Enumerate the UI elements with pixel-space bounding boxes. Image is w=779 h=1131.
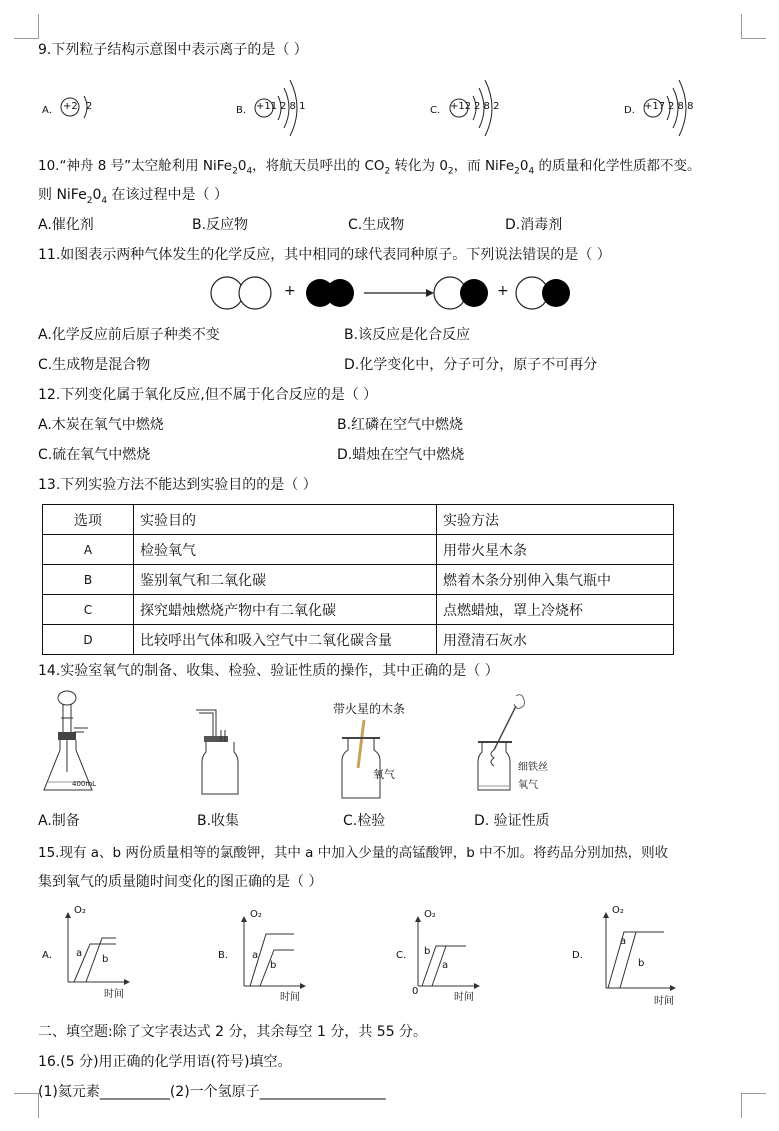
graph-d-curve-b: b [638,958,645,969]
corner-mark-bottom-right [741,1093,766,1118]
plus-sign: + [497,283,509,299]
q9-option-c-nucleus: +12 [450,101,472,112]
graph-a-label: A． [42,950,59,961]
oxygen-label-c: 氧气 [373,768,395,781]
graph-c-xlabel: 时间 [454,992,474,1003]
table-cell: 鉴别氧气和二氧化碳 [134,565,437,595]
q12-option-d: D.蜡烛在空气中燃烧 [337,447,465,463]
table-header-cell: 实验方法 [437,505,674,535]
graph-c-plot [410,916,480,998]
table-cell: 点燃蜡烛，罩上冷烧杯 [437,595,674,625]
table-cell: 探究蜡烛燃烧产物中有二氧化碳 [134,595,437,625]
graph-b-plot [236,916,306,998]
graph-d-curve-a: a [620,936,627,947]
table-cell: 燃着木条分别伸入集气瓶中 [437,565,674,595]
graph-c-origin: 0 [412,986,419,997]
q9-option-a-label: A． [42,105,59,116]
table-row [43,565,674,595]
graph-a-curve-b: b [102,954,109,965]
q9-option-d-nucleus: +17 [644,101,666,112]
q9-stem: 9.下列粒子结构示意图中表示离子的是（ ） [38,42,308,58]
table-cell: 用带火星木条 [437,535,674,565]
q10-option-d: D.消毒剂 [505,217,563,233]
graph-d-label: D． [572,950,590,961]
table-cell: A [43,535,134,565]
table-row [43,535,674,565]
splint-label: 带火星的木条 [333,702,406,716]
q14-option-a: A.制备 [38,813,80,829]
q9-option-b-shells: 2 8 1 [280,101,306,112]
q9-option-c-shells: 2 8 2 [474,101,500,112]
graph-d-xlabel: 时间 [654,996,674,1007]
table-cell: 检验氧气 [134,535,437,565]
table-cell: D [43,625,134,655]
graph-b-ylabel: O₂ [250,909,262,920]
table-cell: C [43,595,134,625]
q12-option-a: A.木炭在氧气中燃烧 [38,417,164,433]
black-atom [326,279,354,307]
graph-a-xlabel: 时间 [104,989,124,1000]
corner-mark-bottom-left [14,1093,39,1118]
q10-option-b: B.反应物 [192,217,249,233]
q14-stem: 14.实验室氧气的制备、收集、检验、验证性质的操作，其中正确的是（ ） [38,663,499,679]
graph-a-plot [60,912,130,994]
section-two-heading: 二、填空题:除了文字表达式 2 分，其余每空 1 分，共 55 分。 [38,1024,428,1040]
graph-c-label: C． [396,950,413,961]
graph-a-curve-a: a [76,948,83,959]
q10-option-c: C.生成物 [348,217,405,233]
q11-option-c: C.生成物是混合物 [38,357,151,373]
q11-option-a: A.化学反应前后原子种类不变 [38,327,220,343]
apparatus-c-bottle [334,716,394,804]
flask-volume-mark: 400mL [72,780,97,788]
q10-line1: 10.“神舟 8 号”太空舱利用 $NiFe_20_4$，将航天员呼出的 $CO_2$ 转化为 $0_2$，而 $NiFe_20_4$ 的质量和化学性质都不变。 [38,158,701,177]
table-header-cell: 选项 [43,505,134,535]
wire-label: 细铁丝 [518,762,548,773]
graph-c-curve-a: a [442,960,449,971]
q9-option-b-label: B． [236,105,253,116]
q13-table [42,504,674,655]
q14-option-d: D. 验证性质 [474,813,550,829]
graph-b-curve-a: a [252,950,259,961]
q12-option-c: C.硫在氧气中燃烧 [38,447,151,463]
black-atom [542,279,570,307]
q16-fill-line: (1)氦元素__________(2)一个氢原子__________________ [38,1084,386,1100]
q9-option-a-nucleus: +2 [63,101,78,112]
graph-a-ylabel: O₂ [74,905,86,916]
q9-option-c-label: C． [430,105,447,116]
table-cell: 用澄清石灰水 [437,625,674,655]
oxygen-label-d: 氧气 [518,780,538,791]
graph-b-curve-b: b [270,960,277,971]
white-atom [239,277,271,309]
graph-c-curve-b: b [424,946,431,957]
apparatus-b-bottle [190,708,250,804]
q15-line1: 15.现有 a、b 两份质量相等的氯酸钾，其中 a 中加入少量的高锰酸钾，b 中不加。将药品分别加热，则收 [38,845,669,861]
graph-c-ylabel: O₂ [424,909,436,920]
black-atom [460,279,488,307]
q9-option-d-shells: 2 8 8 [668,101,694,112]
table-cell: 比较呼出气体和吸入空气中二氧化碳含量 [134,625,437,655]
q16-stem: 16.(5 分)用正确的化学用语(符号)填空。 [38,1054,292,1070]
graph-d-plot [598,912,676,1000]
q9-option-b-nucleus: +11 [256,101,278,112]
table-header-cell: 实验目的 [134,505,437,535]
table-row [43,595,674,625]
table-cell: B [43,565,134,595]
q14-option-c: C.检验 [343,813,386,829]
q10-line2: 则 $NiFe_20_4$ 在该过程中是（ ） [38,187,229,206]
plus-sign: + [284,283,296,299]
white-atom [211,277,243,309]
q11-option-d: D.化学变化中，分子可分，原子不可再分 [344,357,598,373]
corner-mark-top-left [14,14,39,39]
reaction-diagram [208,274,578,312]
q13-stem: 13.下列实验方法不能达到实验目的的是（ ） [38,477,317,493]
graph-d-ylabel: O₂ [612,905,624,916]
graph-b-label: B． [218,950,235,961]
q14-option-b: B.收集 [197,813,240,829]
q15-line2: 集到氧气的质量随时间变化的图正确的是（ ） [38,874,323,890]
q9-option-a-shells: 2 [86,101,93,112]
q11-stem: 11.如图表示两种气体发生的化学反应，其中相同的球代表同种原子。下列说法错误的是（ ） [38,247,611,263]
q11-option-b: B.该反应是化合反应 [344,327,471,343]
corner-mark-top-right [741,14,766,39]
q9-option-d-label: D． [624,105,642,116]
q10-option-a: A.催化剂 [38,217,94,233]
q12-option-b: B.红磷在空气中燃烧 [337,417,464,433]
table-row [43,625,674,655]
table-header-row [43,505,674,535]
q12-stem: 12.下列变化属于氧化反应,但不属于化合反应的是（ ） [38,387,378,403]
graph-b-xlabel: 时间 [280,992,300,1003]
